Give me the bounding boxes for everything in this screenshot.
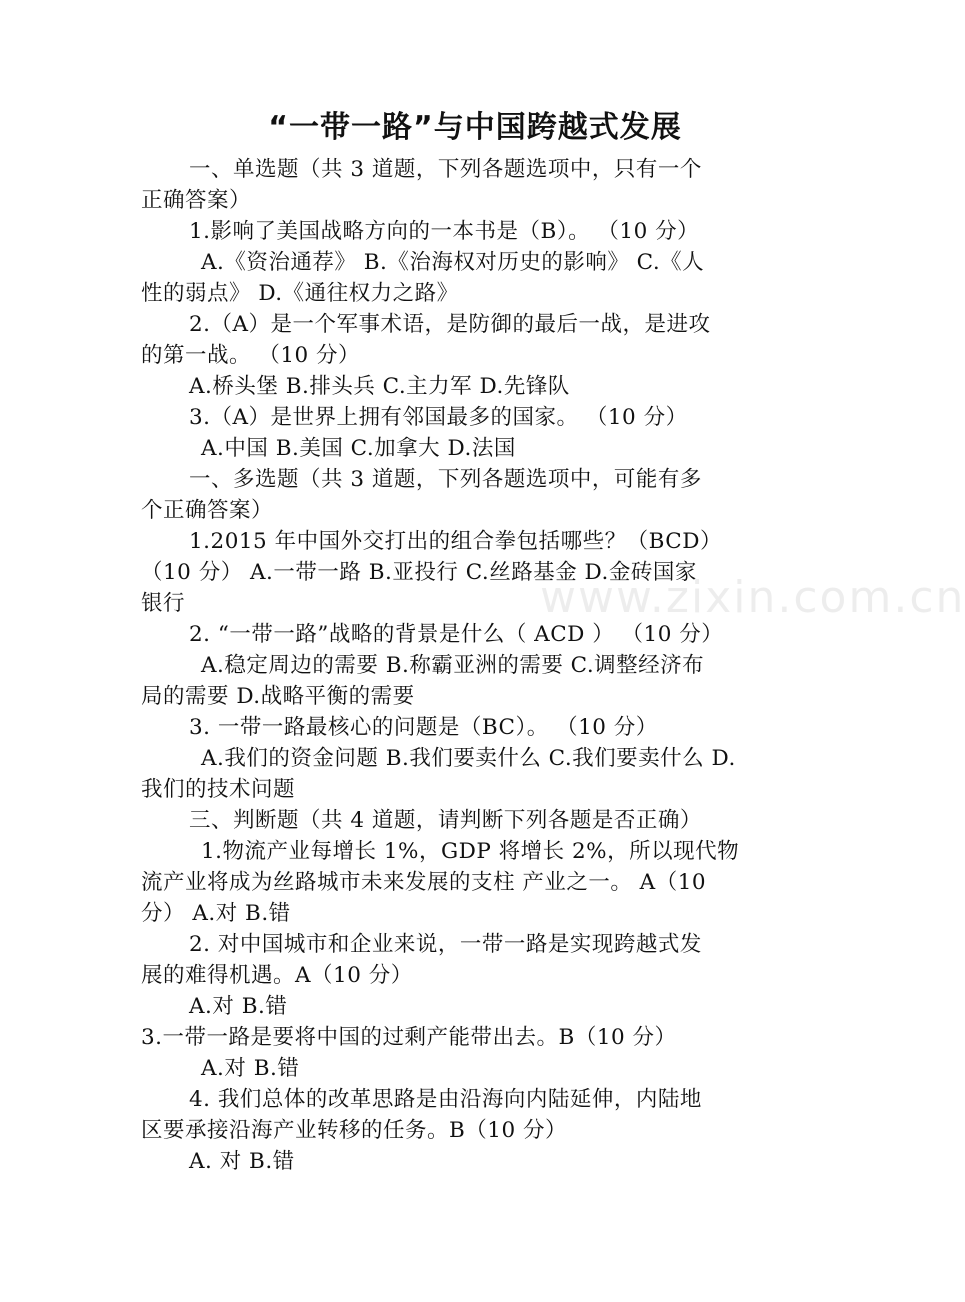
text-line: 局的需要 D.战略平衡的需要 (141, 684, 415, 709)
text-line: 分） A.对 B.错 (141, 901, 291, 926)
text-line: 展的难得机遇。A（10 分） (141, 963, 413, 988)
text-line: 2.（A）是一个军事术语，是防御的最后一战，是进攻 (189, 312, 711, 337)
text-line: （10 分） A.一带一路 B.亚投行 C.丝路基金 D.金砖国家 (141, 560, 697, 585)
document-title: “一带一路”与中国跨越式发展 (268, 110, 682, 145)
text-line: 性的弱点》 D.《通往权力之路》 (141, 281, 459, 306)
text-line: 3. 一带一路最核心的问题是（BC）。 （10 分） (189, 715, 658, 740)
text-line: A.对 B.错 (189, 994, 288, 1019)
text-line: A.对 B.错 (201, 1056, 300, 1081)
text-line: A.我们的资金问题 B.我们要卖什么 C.我们要卖什么 D. (201, 746, 736, 771)
text-line: 2. “一带一路”战略的背景是什么（ ACD ） （10 分） (189, 622, 724, 647)
text-line: 我们的技术问题 (141, 777, 296, 802)
text-line: 三、判断题（共 4 道题，请判断下列各题是否正确） (189, 808, 702, 833)
text-line: 个正确答案） (141, 498, 274, 523)
text-line: 一、单选题（共 3 道题，下列各题选项中，只有一个 (189, 157, 702, 182)
text-line: 1.影响了美国战略方向的一本书是（B）。 （10 分） (189, 219, 700, 244)
text-line: 1.2015 年中国外交打出的组合拳包括哪些？（BCD） (189, 529, 722, 554)
text-line: 1.物流产业每增长 1%，GDP 将增长 2%，所以现代物 (201, 839, 740, 864)
text-line: A.稳定周边的需要 B.称霸亚洲的需要 C.调整经济布 (201, 653, 705, 678)
text-line: 流产业将成为丝路城市未来发展的支柱 产业之一。 A（10 (141, 870, 707, 895)
text-line: A.中国 B.美国 C.加拿大 D.法国 (201, 436, 516, 461)
text-line: 3.一带一路是要将中国的过剩产能带出去。B（10 分） (141, 1025, 677, 1050)
text-line: 3.（A）是世界上拥有邻国最多的国家。 （10 分） (189, 405, 688, 430)
text-line: 区要承接沿海产业转移的任务。B（10 分） (141, 1118, 567, 1143)
text-line: 正确答案） (141, 188, 252, 213)
text-line: A. 对 B.错 (189, 1149, 295, 1174)
text-line: 的第一战。 （10 分） (141, 343, 361, 368)
document-body (141, 154, 781, 1177)
text-line: 一、多选题（共 3 道题，下列各题选项中，可能有多 (189, 467, 702, 492)
text-line: 4. 我们总体的改革思路是由沿海向内陆延伸，内陆地 (189, 1087, 702, 1112)
text-line: A.《资治通荐》 B.《治海权对历史的影响》 C.《人 (201, 250, 705, 275)
watermark: www.zixin.com.cn (540, 572, 965, 623)
text-line: A.桥头堡 B.排头兵 C.主力军 D.先锋队 (189, 374, 570, 399)
text-line: 2. 对中国城市和企业来说，一带一路是实现跨越式发 (189, 932, 702, 957)
text-line: 银行 (141, 591, 186, 616)
